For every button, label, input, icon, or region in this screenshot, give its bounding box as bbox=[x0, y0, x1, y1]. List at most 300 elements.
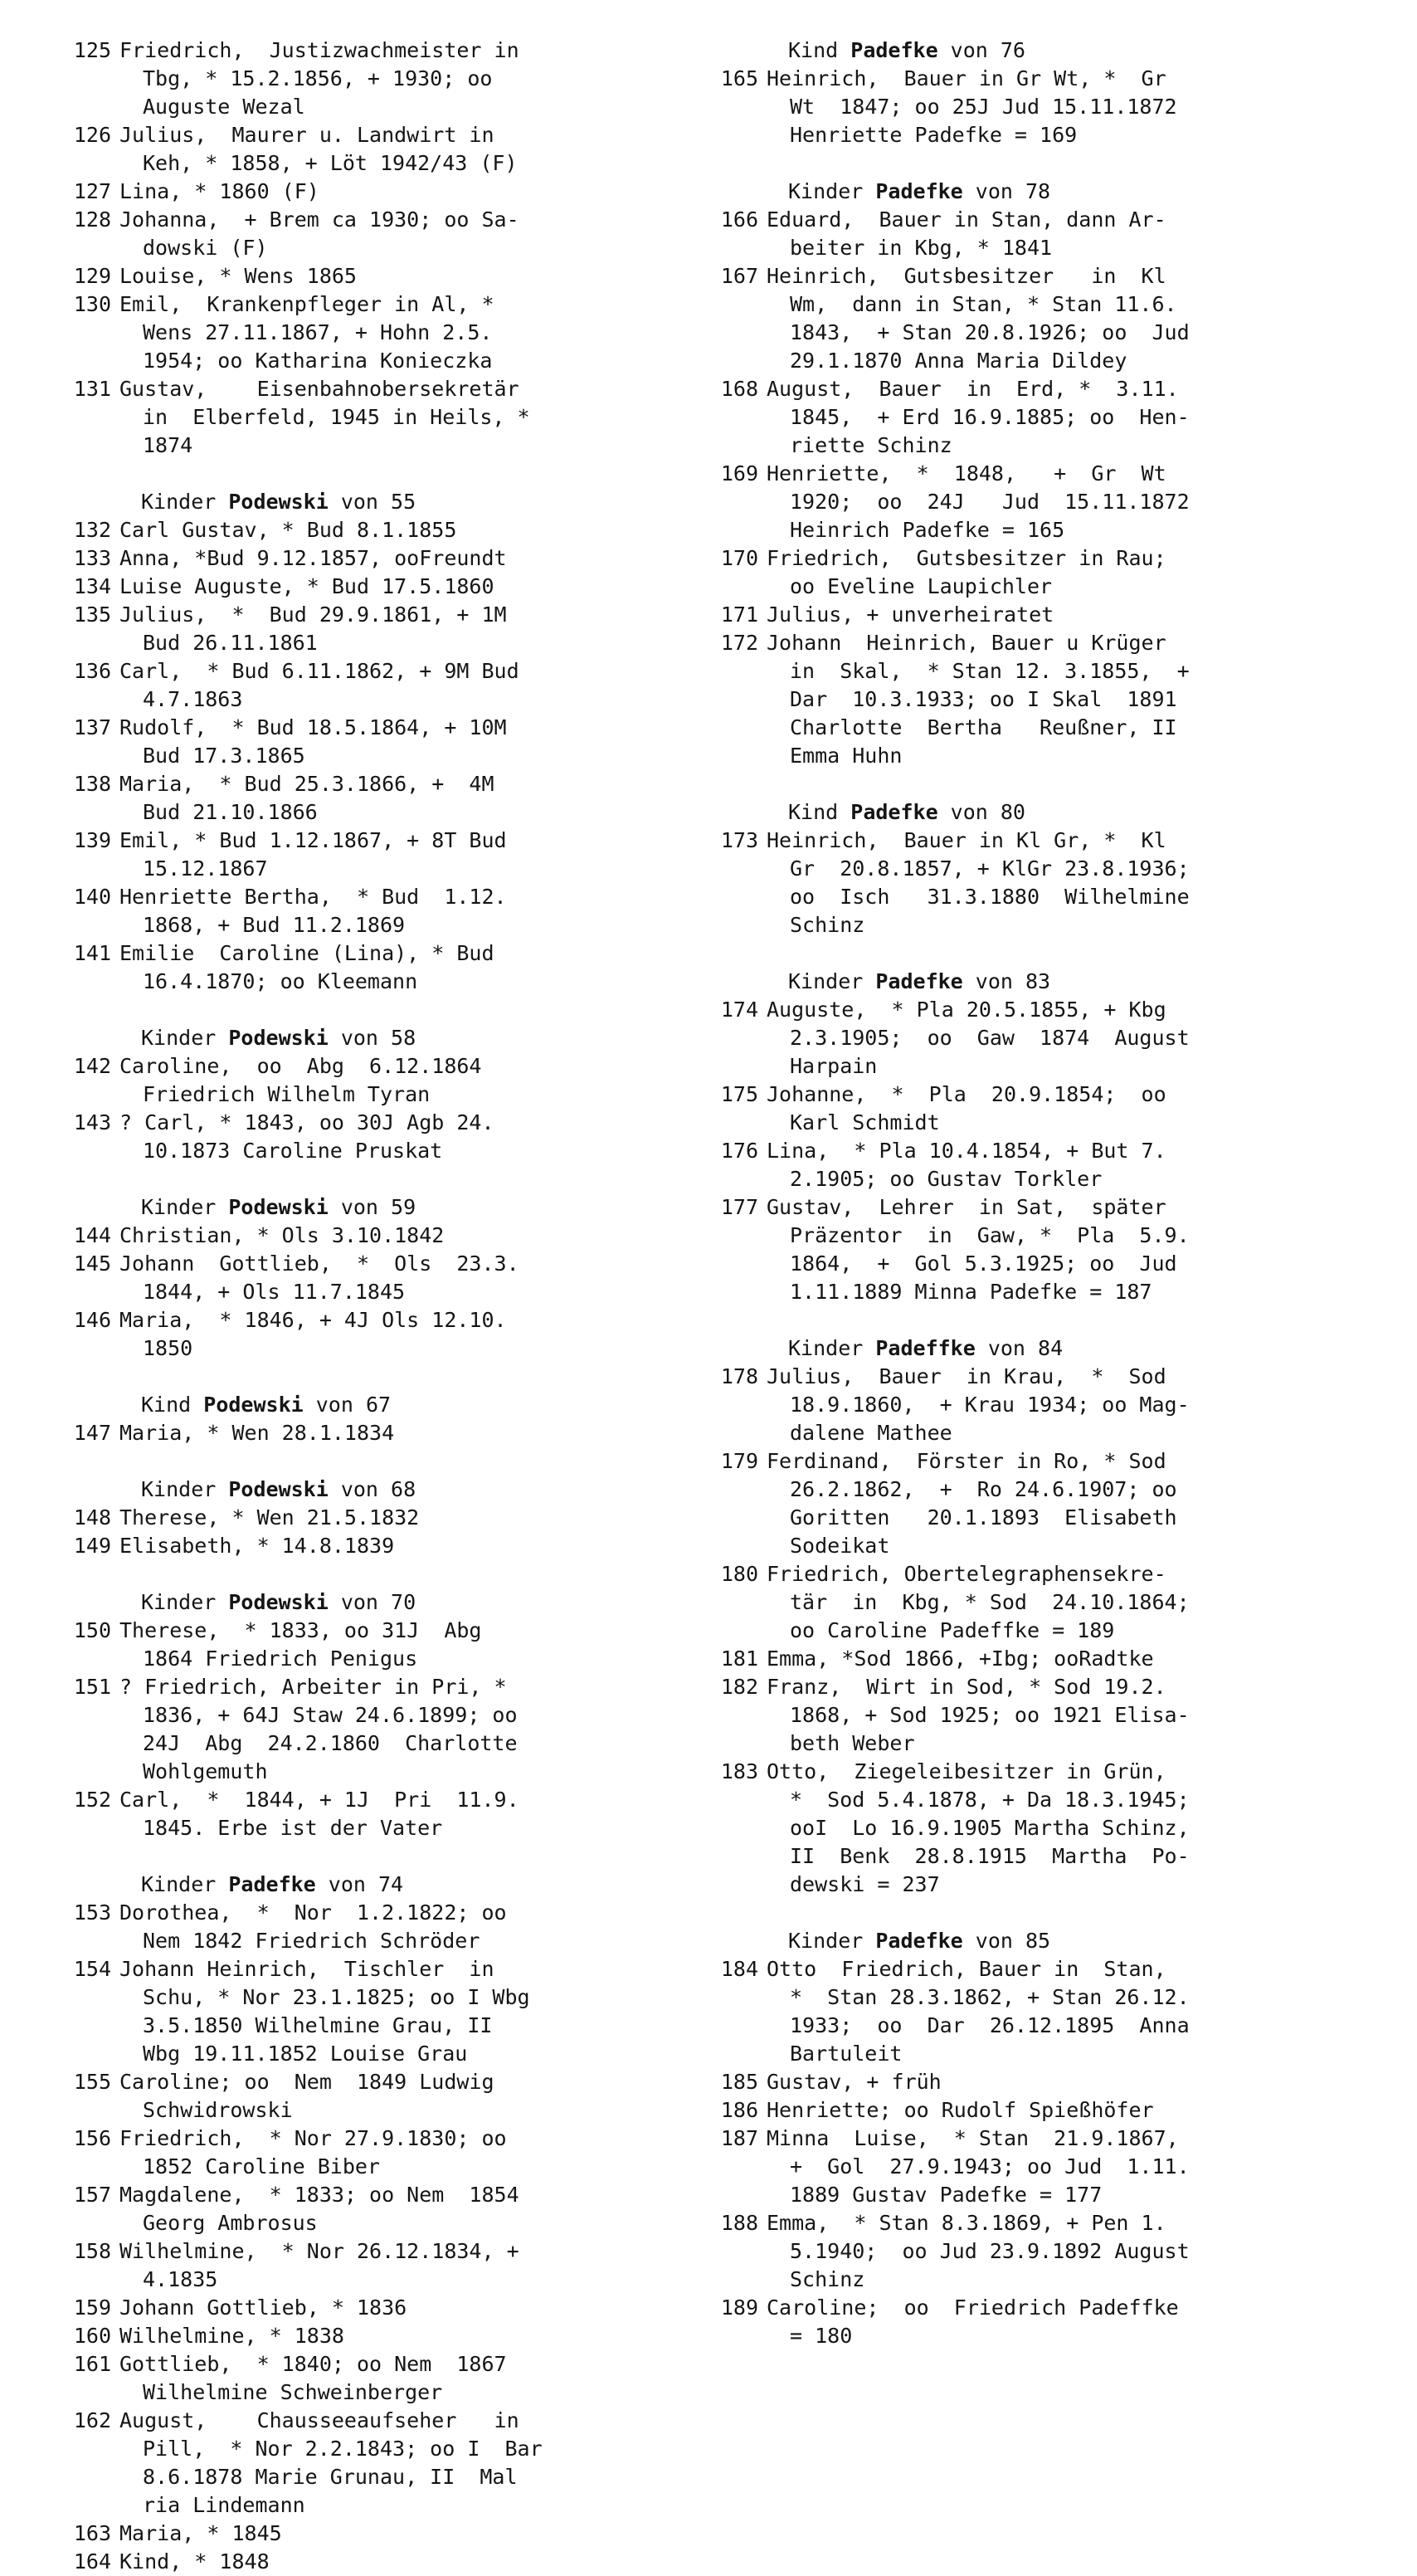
entry-continuation-line: Wohlgemuth bbox=[143, 1759, 268, 1783]
entry-number: 180 bbox=[720, 1562, 758, 1586]
entry-continuation-line: + Gol 27.9.1943; oo Jud 1.11. bbox=[790, 2154, 1190, 2178]
entry-continuation-line: Heinrich Padefke = 165 bbox=[790, 518, 1065, 542]
person-entry bbox=[697, 2096, 1369, 2125]
entry-first-line: Anna, *Bud 9.12.1857, ooFreundt bbox=[119, 546, 507, 570]
heading-family-name: Podewski bbox=[228, 1590, 329, 1614]
entry-continuation-line: Bud 17.3.1865 bbox=[143, 744, 305, 768]
entry-first-line: Carl, * 1844, + 1J Pri 11.9. bbox=[119, 1788, 519, 1812]
heading-family-name: Podewski bbox=[228, 1477, 329, 1501]
person-entry bbox=[697, 601, 1369, 629]
entry-continuation-line: 1845, + Erd 16.9.1885; oo Hen- bbox=[790, 405, 1190, 429]
entry-continuation-line: 16.4.1870; oo Kleemann bbox=[143, 969, 418, 993]
entry-first-line: August, Bauer in Erd, * 3.11. bbox=[767, 377, 1179, 401]
entry-first-line: Emilie Caroline (Lina), * Bud bbox=[119, 941, 494, 965]
entry-first-line: Gustav, + früh bbox=[767, 2070, 942, 2094]
person-entry bbox=[697, 1673, 1369, 1758]
person-entry bbox=[697, 629, 1369, 770]
entry-continuation-line: 1864, + Gol 5.3.1925; oo Jud bbox=[790, 1251, 1177, 1276]
entry-continuation-line: 1868, + Bud 11.2.1869 bbox=[143, 913, 406, 937]
heading-prefix: Kinder bbox=[788, 179, 876, 203]
entry-first-line: Caroline; oo Friedrich Padeffke bbox=[767, 2295, 1179, 2320]
entry-continuation-line: Pill, * Nor 2.2.1843; oo I Bar bbox=[143, 2437, 543, 2461]
genealogy-section bbox=[697, 37, 1369, 149]
entry-continuation-line: Wens 27.11.1867, + Hohn 2.5. bbox=[143, 320, 493, 344]
entry-continuation-line: 4.7.1863 bbox=[143, 687, 243, 711]
genealogy-section bbox=[697, 1334, 1369, 1899]
entry-number: 165 bbox=[720, 66, 758, 90]
heading-family-name: Podewski bbox=[228, 1026, 329, 1050]
person-entry bbox=[50, 1222, 722, 1250]
entry-first-line: Emma, *Sod 1866, +Ibg; ooRadtke bbox=[767, 1647, 1154, 1671]
genealogy-section bbox=[697, 1927, 1369, 2350]
entry-first-line: Johanna, + Brem ca 1930; oo Sa- bbox=[119, 207, 519, 232]
entry-first-line: Wilhelmine, * Nor 26.12.1834, + bbox=[119, 2239, 519, 2263]
entry-first-line: ? Friedrich, Arbeiter in Pri, * bbox=[119, 1675, 507, 1699]
person-entry bbox=[697, 375, 1369, 460]
entry-continuation-line: 1850 bbox=[143, 1336, 193, 1360]
section-heading bbox=[50, 488, 722, 516]
entry-continuation-line: oo Isch 31.3.1880 Wilhelmine bbox=[790, 885, 1190, 909]
person-entry bbox=[50, 516, 722, 544]
entry-continuation-line: Bud 21.10.1866 bbox=[143, 800, 318, 824]
entry-continuation-line: Tbg, * 15.2.1856, + 1930; oo bbox=[143, 66, 493, 90]
section-heading bbox=[697, 37, 1369, 65]
person-entry bbox=[697, 1363, 1369, 1447]
entry-first-line: Caroline, oo Abg 6.12.1864 bbox=[119, 1054, 482, 1078]
entry-number: 155 bbox=[73, 2070, 111, 2094]
person-entry bbox=[50, 544, 722, 573]
heading-prefix: Kind bbox=[141, 1393, 204, 1417]
entry-number: 142 bbox=[73, 1054, 111, 1078]
entry-number: 132 bbox=[73, 518, 111, 542]
entry-continuation-line: 1889 Gustav Padefke = 177 bbox=[790, 2183, 1103, 2207]
entry-first-line: Gustav, Lehrer in Sat, später bbox=[767, 1195, 1166, 1219]
section-heading bbox=[50, 1391, 722, 1419]
entry-first-line: Elisabeth, * 14.8.1839 bbox=[119, 1534, 395, 1558]
entry-number: 136 bbox=[73, 659, 111, 683]
entry-continuation-line: Schwidrowski bbox=[143, 2098, 293, 2122]
heading-prefix: Kind bbox=[788, 800, 851, 824]
person-entry bbox=[697, 1955, 1369, 2068]
genealogy-section bbox=[697, 798, 1369, 939]
entry-first-line: Carl Gustav, * Bud 8.1.1855 bbox=[119, 518, 457, 542]
person-entry bbox=[697, 827, 1369, 939]
heading-suffix: von 76 bbox=[937, 38, 1025, 62]
entry-number: 163 bbox=[73, 2521, 111, 2545]
entry-number: 172 bbox=[720, 631, 758, 655]
entry-number: 176 bbox=[720, 1139, 758, 1163]
entry-continuation-line: 29.1.1870 Anna Maria Dildey bbox=[790, 349, 1127, 373]
entry-first-line: Henriette Bertha, * Bud 1.12. bbox=[119, 885, 507, 909]
person-entry bbox=[50, 714, 722, 770]
person-entry bbox=[50, 883, 722, 939]
entry-number: 184 bbox=[720, 1957, 758, 1981]
entry-continuation-line: Dar 10.3.1933; oo I Skal 1891 bbox=[790, 687, 1177, 711]
heading-family-name: Padefke bbox=[875, 179, 963, 203]
entry-first-line: Christian, * Ols 3.10.1842 bbox=[119, 1223, 445, 1247]
entry-number: 161 bbox=[73, 2352, 111, 2376]
heading-suffix: von 85 bbox=[962, 1929, 1051, 1953]
right-column bbox=[697, 37, 1369, 2350]
entry-first-line: Julius, + unverheiratet bbox=[767, 603, 1054, 627]
entry-continuation-line: 10.1873 Caroline Pruskat bbox=[143, 1139, 443, 1163]
heading-family-name: Podewski bbox=[203, 1393, 304, 1417]
person-entry bbox=[50, 178, 722, 206]
person-entry bbox=[697, 206, 1369, 262]
entry-number: 177 bbox=[720, 1195, 758, 1219]
entry-number: 185 bbox=[720, 2070, 758, 2094]
person-entry bbox=[50, 206, 722, 262]
entry-number: 134 bbox=[73, 574, 111, 598]
heading-family-name: Padeffke bbox=[875, 1336, 976, 1360]
section-heading bbox=[50, 1476, 722, 1504]
heading-suffix: von 80 bbox=[937, 800, 1025, 824]
person-entry bbox=[50, 1532, 722, 1560]
person-entry bbox=[50, 827, 722, 883]
heading-prefix: Kinder bbox=[141, 1477, 229, 1501]
heading-family-name: Padefke bbox=[875, 969, 963, 993]
entry-number: 125 bbox=[73, 38, 111, 62]
entry-first-line: Emma, * Stan 8.3.1869, + Pen 1. bbox=[767, 2211, 1166, 2235]
entry-first-line: Therese, * 1833, oo 31J Abg bbox=[119, 1618, 482, 1642]
heading-suffix: von 83 bbox=[962, 969, 1051, 993]
heading-family-name: Padefke bbox=[850, 800, 938, 824]
entry-continuation-line: 24J Abg 24.2.1860 Charlotte bbox=[143, 1731, 518, 1755]
entry-first-line: Auguste, * Pla 20.5.1855, + Kbg bbox=[767, 998, 1166, 1022]
person-entry bbox=[697, 1560, 1369, 1645]
heading-prefix: Kind bbox=[788, 38, 851, 62]
person-entry bbox=[50, 2181, 722, 2237]
entry-first-line: Gustav, Eisenbahnobersekretär bbox=[119, 377, 519, 401]
person-entry bbox=[697, 460, 1369, 544]
heading-suffix: von 55 bbox=[328, 490, 416, 514]
person-entry bbox=[50, 121, 722, 178]
entry-continuation-line: 8.6.1878 Marie Grunau, II Mal bbox=[143, 2465, 518, 2489]
entry-first-line: Heinrich, Bauer in Kl Gr, * Kl bbox=[767, 828, 1166, 852]
entry-number: 173 bbox=[720, 828, 758, 852]
entry-number: 140 bbox=[73, 885, 111, 909]
entry-continuation-line: Sodeikat bbox=[790, 1534, 890, 1558]
entry-number: 175 bbox=[720, 1082, 758, 1106]
entry-number: 147 bbox=[73, 1421, 111, 1445]
entry-number: 148 bbox=[73, 1505, 111, 1530]
entry-number: 162 bbox=[73, 2408, 111, 2432]
entry-first-line: Maria, * 1845 bbox=[119, 2521, 282, 2545]
heading-family-name: Padefke bbox=[228, 1872, 316, 1896]
person-entry bbox=[50, 375, 722, 460]
person-entry bbox=[50, 657, 722, 714]
section-heading bbox=[697, 798, 1369, 827]
entry-number: 171 bbox=[720, 603, 758, 627]
entry-continuation-line: in Skal, * Stan 12. 3.1855, + bbox=[790, 659, 1190, 683]
entry-number: 188 bbox=[720, 2211, 758, 2235]
genealogy-section bbox=[50, 1871, 722, 2576]
person-entry bbox=[50, 1955, 722, 2068]
entry-continuation-line: 4.1835 bbox=[143, 2267, 218, 2291]
entry-continuation-line: beiter in Kbg, * 1841 bbox=[790, 236, 1053, 260]
entry-first-line: August, Chausseeaufseher in bbox=[119, 2408, 519, 2432]
entry-first-line: Johann Heinrich, Bauer u Krüger bbox=[767, 631, 1166, 655]
entry-continuation-line: 1920; oo 24J Jud 15.11.1872 bbox=[790, 490, 1190, 514]
entry-continuation-line: beth Weber bbox=[790, 1731, 915, 1755]
heading-prefix: Kinder bbox=[141, 1872, 229, 1896]
person-entry bbox=[50, 2548, 722, 2576]
entry-number: 159 bbox=[73, 2295, 111, 2320]
entry-number: 141 bbox=[73, 941, 111, 965]
entry-continuation-line: Wilhelmine Schweinberger bbox=[143, 2380, 443, 2404]
genealogy-section bbox=[697, 968, 1369, 1306]
heading-suffix: von 78 bbox=[962, 179, 1051, 203]
person-entry bbox=[697, 1137, 1369, 1193]
person-entry bbox=[697, 1645, 1369, 1673]
entry-continuation-line: Bud 26.11.1861 bbox=[143, 631, 318, 655]
entry-first-line: Friedrich, Obertelegraphensekre- bbox=[767, 1562, 1166, 1586]
entry-continuation-line: = 180 bbox=[790, 2324, 853, 2348]
entry-continuation-line: Georg Ambrosus bbox=[143, 2211, 318, 2235]
entry-number: 135 bbox=[73, 603, 111, 627]
entry-continuation-line: dowski (F) bbox=[143, 236, 268, 260]
section-heading bbox=[697, 1927, 1369, 1955]
entry-continuation-line: Karl Schmidt bbox=[790, 1110, 940, 1134]
entry-first-line: Louise, * Wens 1865 bbox=[119, 264, 357, 288]
genealogy-section bbox=[50, 1588, 722, 1842]
entry-number: 186 bbox=[720, 2098, 758, 2122]
person-entry bbox=[50, 601, 722, 657]
entry-number: 137 bbox=[73, 715, 111, 739]
entry-continuation-line: Goritten 20.1.1893 Elisabeth bbox=[790, 1505, 1177, 1530]
person-entry bbox=[50, 1250, 722, 1306]
person-entry bbox=[50, 1786, 722, 1842]
genealogy-section bbox=[50, 1391, 722, 1447]
entry-number: 179 bbox=[720, 1449, 758, 1473]
section-heading bbox=[697, 1334, 1369, 1363]
entry-number: 152 bbox=[73, 1788, 111, 1812]
entry-continuation-line: 15.12.1867 bbox=[143, 856, 268, 881]
person-entry bbox=[50, 2520, 722, 2548]
entry-continuation-line: in Elberfeld, 1945 in Heils, * bbox=[143, 405, 530, 429]
person-entry bbox=[50, 290, 722, 375]
person-entry bbox=[50, 37, 722, 121]
heading-suffix: von 58 bbox=[328, 1026, 416, 1050]
entry-number: 128 bbox=[73, 207, 111, 232]
section-heading bbox=[697, 968, 1369, 996]
entry-first-line: Ferdinand, Förster in Ro, * Sod bbox=[767, 1449, 1166, 1473]
entry-continuation-line: 5.1940; oo Jud 23.9.1892 August bbox=[790, 2239, 1190, 2263]
person-entry bbox=[50, 1673, 722, 1786]
entry-number: 138 bbox=[73, 772, 111, 796]
heading-family-name: Padefke bbox=[875, 1929, 963, 1953]
entry-continuation-line: Wbg 19.11.1852 Louise Grau bbox=[143, 2042, 468, 2066]
entry-first-line: Julius, Bauer in Krau, * Sod bbox=[767, 1364, 1166, 1388]
entry-first-line: Johanne, * Pla 20.9.1854; oo bbox=[767, 1082, 1166, 1106]
entry-number: 126 bbox=[73, 123, 111, 147]
entry-number: 143 bbox=[73, 1110, 111, 1134]
person-entry bbox=[50, 573, 722, 601]
entry-continuation-line: Wm, dann in Stan, * Stan 11.6. bbox=[790, 292, 1177, 316]
section-heading bbox=[50, 1193, 722, 1222]
entry-number: 144 bbox=[73, 1223, 111, 1247]
entry-first-line: Franz, Wirt in Sod, * Sod 19.2. bbox=[767, 1675, 1166, 1699]
person-entry bbox=[50, 2322, 722, 2350]
entry-number: 166 bbox=[720, 207, 758, 232]
entry-number: 133 bbox=[73, 546, 111, 570]
heading-suffix: von 68 bbox=[328, 1477, 416, 1501]
entry-first-line: ? Carl, * 1843, oo 30J Agb 24. bbox=[119, 1110, 494, 1134]
entry-continuation-line: Harpain bbox=[790, 1054, 878, 1078]
person-entry bbox=[50, 2125, 722, 2181]
entry-first-line: Otto, Ziegeleibesitzer in Grün, bbox=[767, 1759, 1166, 1783]
entry-continuation-line: dalene Mathee bbox=[790, 1421, 952, 1445]
entry-continuation-line: 1843, + Stan 20.8.1926; oo Jud bbox=[790, 320, 1190, 344]
entry-continuation-line: Keh, * 1858, + Löt 1942/43 (F) bbox=[143, 151, 518, 175]
entry-continuation-line: Henriette Padefke = 169 bbox=[790, 123, 1078, 147]
entry-first-line: Maria, * 1846, + 4J Ols 12.10. bbox=[119, 1308, 507, 1332]
entry-first-line: Julius, Maurer u. Landwirt in bbox=[119, 123, 494, 147]
entry-first-line: Henriette, * 1848, + Gr Wt bbox=[767, 461, 1166, 485]
entry-continuation-line: 1836, + 64J Staw 24.6.1899; oo bbox=[143, 1703, 518, 1727]
entry-continuation-line: dewski = 237 bbox=[790, 1872, 940, 1896]
entry-continuation-line: Schinz bbox=[790, 913, 865, 937]
entry-continuation-line: Bartuleit bbox=[790, 2042, 903, 2066]
heading-prefix: Kinder bbox=[788, 1929, 876, 1953]
entry-number: 160 bbox=[73, 2324, 111, 2348]
entry-continuation-line: oo Caroline Padeffke = 189 bbox=[790, 1618, 1115, 1642]
entry-number: 149 bbox=[73, 1534, 111, 1558]
person-entry bbox=[697, 996, 1369, 1081]
entry-number: 174 bbox=[720, 998, 758, 1022]
entry-number: 139 bbox=[73, 828, 111, 852]
genealogy-section bbox=[50, 488, 722, 996]
person-entry bbox=[50, 262, 722, 290]
entry-first-line: Maria, * Bud 25.3.1866, + 4M bbox=[119, 772, 494, 796]
genealogy-section bbox=[50, 1193, 722, 1363]
entry-first-line: Maria, * Wen 28.1.1834 bbox=[119, 1421, 395, 1445]
person-entry bbox=[50, 1052, 722, 1109]
person-entry bbox=[697, 2068, 1369, 2096]
entry-continuation-line: Nem 1842 Friedrich Schröder bbox=[143, 1929, 480, 1953]
entry-first-line: Magdalene, * 1833; oo Nem 1854 bbox=[119, 2183, 519, 2207]
entry-continuation-line: ria Lindemann bbox=[143, 2493, 305, 2517]
entry-continuation-line: ooI Lo 16.9.1905 Martha Schinz, bbox=[790, 1816, 1190, 1840]
entry-first-line: Otto Friedrich, Bauer in Stan, bbox=[767, 1957, 1166, 1981]
entry-first-line: Lina, * 1860 (F) bbox=[119, 179, 319, 203]
entry-number: 157 bbox=[73, 2183, 111, 2207]
entry-continuation-line: 2.3.1905; oo Gaw 1874 August bbox=[790, 1026, 1190, 1050]
section-heading bbox=[50, 1024, 722, 1052]
entry-first-line: Luise Auguste, * Bud 17.5.1860 bbox=[119, 574, 494, 598]
entry-number: 170 bbox=[720, 546, 758, 570]
heading-family-name: Podewski bbox=[228, 1195, 329, 1219]
entry-number: 131 bbox=[73, 377, 111, 401]
entry-continuation-line: Charlotte Bertha Reußner, II bbox=[790, 715, 1177, 739]
entry-first-line: Therese, * Wen 21.5.1832 bbox=[119, 1505, 420, 1530]
section-heading bbox=[697, 178, 1369, 206]
entry-number: 158 bbox=[73, 2239, 111, 2263]
entry-first-line: Johann Gottlieb, * Ols 23.3. bbox=[119, 1251, 519, 1276]
person-entry bbox=[697, 2209, 1369, 2294]
person-entry bbox=[50, 2350, 722, 2407]
entry-continuation-line: 1933; oo Dar 26.12.1895 Anna bbox=[790, 2013, 1190, 2037]
person-entry bbox=[50, 2068, 722, 2125]
entry-number: 150 bbox=[73, 1618, 111, 1642]
entry-number: 146 bbox=[73, 1308, 111, 1332]
entry-first-line: Kind, * 1848 bbox=[119, 2549, 270, 2574]
entry-first-line: Wilhelmine, * 1838 bbox=[119, 2324, 344, 2348]
entry-continuation-line: Schinz bbox=[790, 2267, 865, 2291]
entry-first-line: Caroline; oo Nem 1849 Ludwig bbox=[119, 2070, 494, 2094]
entry-number: 167 bbox=[720, 264, 758, 288]
left-column bbox=[50, 37, 722, 2576]
heading-prefix: Kinder bbox=[788, 1336, 876, 1360]
entry-continuation-line: 26.2.1862, + Ro 24.6.1907; oo bbox=[790, 1477, 1177, 1501]
entry-number: 178 bbox=[720, 1364, 758, 1388]
entry-first-line: Friedrich, Gutsbesitzer in Rau; bbox=[767, 546, 1166, 570]
entry-first-line: Friedrich, * Nor 27.9.1830; oo bbox=[119, 2126, 507, 2150]
entry-continuation-line: 1868, + Sod 1925; oo 1921 Elisa- bbox=[790, 1703, 1190, 1727]
person-entry bbox=[50, 1504, 722, 1532]
entry-continuation-line: 1874 bbox=[143, 433, 193, 457]
person-entry bbox=[50, 2237, 722, 2294]
entry-number: 181 bbox=[720, 1647, 758, 1671]
genealogy-section bbox=[50, 37, 722, 460]
person-entry bbox=[697, 1193, 1369, 1306]
person-entry bbox=[50, 1419, 722, 1447]
heading-suffix: von 59 bbox=[328, 1195, 416, 1219]
genealogy-section bbox=[697, 178, 1369, 770]
heading-suffix: von 74 bbox=[315, 1872, 404, 1896]
heading-suffix: von 67 bbox=[303, 1393, 392, 1417]
person-entry bbox=[50, 2294, 722, 2322]
entry-continuation-line: Präzentor in Gaw, * Pla 5.9. bbox=[790, 1223, 1190, 1247]
section-heading bbox=[50, 1588, 722, 1617]
entry-continuation-line: 1864 Friedrich Penigus bbox=[143, 1647, 418, 1671]
person-entry bbox=[697, 1447, 1369, 1560]
entry-first-line: Emil, * Bud 1.12.1867, + 8T Bud bbox=[119, 828, 507, 852]
entry-number: 156 bbox=[73, 2126, 111, 2150]
entry-continuation-line: Schu, * Nor 23.1.1825; oo I Wbg bbox=[143, 1985, 530, 2009]
entry-number: 183 bbox=[720, 1759, 758, 1783]
person-entry bbox=[697, 2294, 1369, 2350]
heading-prefix: Kinder bbox=[141, 490, 229, 514]
genealogy-section bbox=[50, 1476, 722, 1560]
entry-first-line: Heinrich, Gutsbesitzer in Kl bbox=[767, 264, 1166, 288]
entry-first-line: Carl, * Bud 6.11.1862, + 9M Bud bbox=[119, 659, 519, 683]
entry-number: 153 bbox=[73, 1900, 111, 1925]
person-entry bbox=[697, 262, 1369, 375]
entry-continuation-line: tär in Kbg, * Sod 24.10.1864; bbox=[790, 1590, 1190, 1614]
heading-family-name: Podewski bbox=[228, 490, 329, 514]
person-entry bbox=[697, 2125, 1369, 2209]
entry-continuation-line: 1845. Erbe ist der Vater bbox=[143, 1816, 443, 1840]
person-entry bbox=[697, 544, 1369, 601]
person-entry bbox=[697, 1758, 1369, 1899]
entry-continuation-line: 3.5.1850 Wilhelmine Grau, II bbox=[143, 2013, 493, 2037]
entry-continuation-line: Emma Huhn bbox=[790, 744, 903, 768]
entry-continuation-line: riette Schinz bbox=[790, 433, 952, 457]
entry-first-line: Johann Gottlieb, * 1836 bbox=[119, 2295, 407, 2320]
entry-continuation-line: 2.1905; oo Gustav Torkler bbox=[790, 1167, 1103, 1191]
person-entry bbox=[50, 1306, 722, 1363]
entry-continuation-line: 1852 Caroline Biber bbox=[143, 2154, 380, 2178]
section-heading bbox=[50, 1871, 722, 1899]
entry-continuation-line: Friedrich Wilhelm Tyran bbox=[143, 1082, 431, 1106]
entry-number: 130 bbox=[73, 292, 111, 316]
person-entry bbox=[50, 939, 722, 996]
entry-first-line: Emil, Krankenpfleger in Al, * bbox=[119, 292, 494, 316]
entry-continuation-line: oo Eveline Laupichler bbox=[790, 574, 1053, 598]
entry-continuation-line: 1954; oo Katharina Konieczka bbox=[143, 349, 493, 373]
entry-first-line: Lina, * Pla 10.4.1854, + But 7. bbox=[767, 1139, 1166, 1163]
